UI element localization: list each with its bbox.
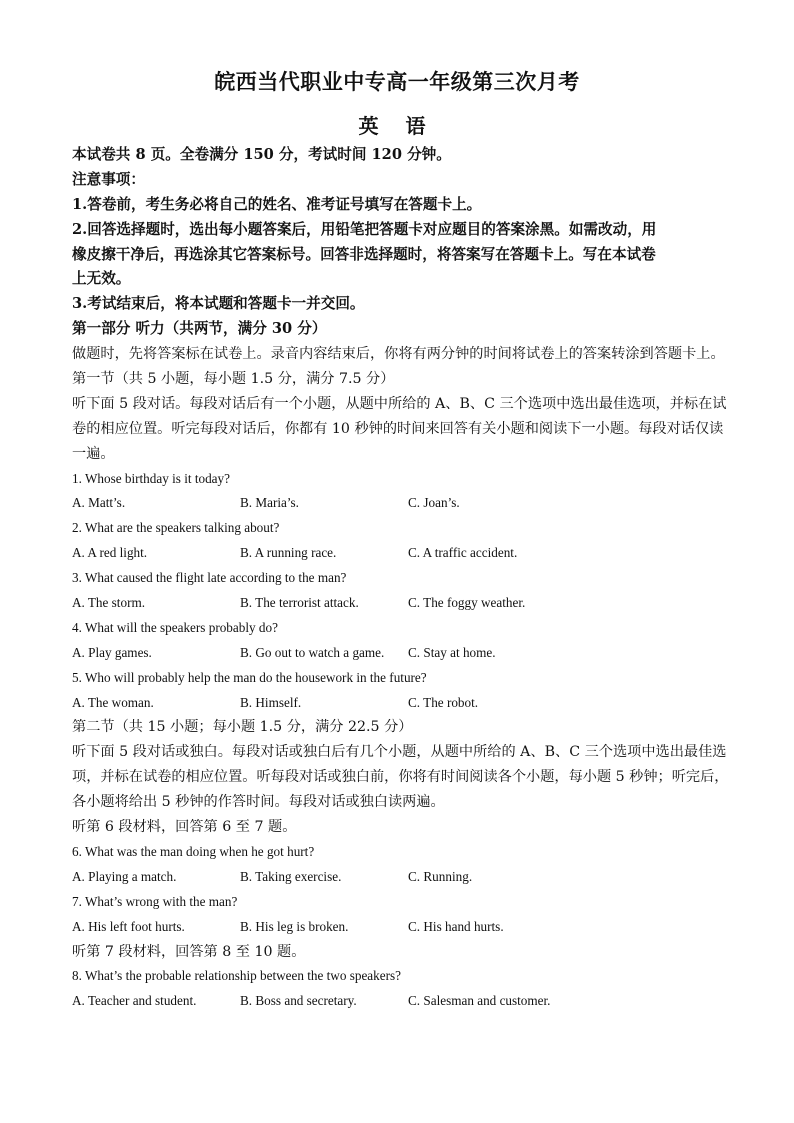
section1-instruction-2: 卷的相应位置。听完每段对话后，你都有 10 秒钟的时间来回答有关小题和阅读下一小题。每段对话仅读 <box>72 420 724 437</box>
subject-title: 英 语 <box>358 114 436 138</box>
option-a: A. A red light. <box>72 545 148 561</box>
section1-title: 第一节（共 5 小题，每小题 1.5 分，满分 7.5 分） <box>72 371 395 388</box>
option-a: A. The storm. <box>72 595 146 611</box>
option-b: B. Himself. <box>240 694 302 710</box>
option-b: B. Go out to watch a game. <box>240 644 385 660</box>
section2-instruction-2: 项，并标在试卷的相应位置。听每段对话或独白前，你将有时间阅读各个小题，每小题 5 秒钟；听完后， <box>72 769 729 786</box>
section1-instruction-1: 听下面 5 段对话。每段对话后有一个小题，从题中所给的 A、B、C 三个选项中选出最佳选项，并标在试 <box>72 395 727 412</box>
options-8 <box>72 989 722 1014</box>
notice-title: 注意事项： <box>72 170 145 188</box>
part1-instruction: 做题时，先将答案标在试卷上。录音内容结束后，你将有两分钟的时间将试卷上的答案转涂到答题卡上。 <box>72 346 725 363</box>
material-7-note: 听第 7 段材料，回答第 8 至 10 题。 <box>72 943 306 960</box>
notice-3: 3.考试结束后，将本试题和答题卡一并交回。 <box>72 295 365 313</box>
option-b: B. His leg is broken. <box>240 918 349 934</box>
option-a: A. His left foot hurts. <box>72 918 185 934</box>
option-c: C. The foggy weather. <box>408 595 526 611</box>
notice-2-line-1: 2.回答选择题时，选出每小题答案后，用铅笔把答题卡对应题目的答案涂黑。如需改动，用 <box>72 220 657 238</box>
notice-1: 1.答卷前，考生务必将自己的姓名、准考证号填写在答题卡上。 <box>72 195 482 213</box>
option-b: B. Boss and secretary. <box>240 993 357 1009</box>
section1-instruction-3: 一遍。 <box>72 445 115 462</box>
section2-instruction-1: 听下面 5 段对话或独白。每段对话或独白后有几个小题，从题中所给的 A、B、C 三个选项中选出最佳选 <box>72 744 727 761</box>
option-b: B. The terrorist attack. <box>240 595 359 611</box>
question-6: 6. What was the man doing when he got hurt? <box>72 843 315 859</box>
option-c: C. Stay at home. <box>408 644 496 660</box>
exam-info: 本试卷共 8 页。全卷满分 150 分，考试时间 120 分钟。 <box>72 146 451 163</box>
exam-title: 皖西当代职业中专高一年级第三次月考 <box>214 69 580 94</box>
section2-instruction-3: 各小题将给出 5 秒钟的作答时间。每段对话或独白读两遍。 <box>72 794 445 811</box>
notice-2-line-3: 上无效。 <box>72 270 131 288</box>
question-3: 3. What caused the flight late according to the man? <box>72 570 347 586</box>
options-5 <box>72 691 722 716</box>
options-3 <box>72 591 722 616</box>
question-1: 1. Whose birthday is it today? <box>72 470 230 486</box>
option-c: C. Running. <box>408 868 473 884</box>
option-c: C. His hand hurts. <box>408 918 504 934</box>
option-c: C. Joan’s. <box>408 495 460 511</box>
option-a: A. Teacher and student. <box>72 993 197 1009</box>
option-a: A. The woman. <box>72 694 154 710</box>
options-6 <box>72 865 722 890</box>
options-7 <box>72 915 722 940</box>
exam-content <box>72 143 729 1014</box>
notice-2-line-2: 橡皮擦干净后，再选涂其它答案标号。回答非选择题时，将答案写在答题卡上。写在本试卷 <box>72 245 656 263</box>
option-b: B. Maria’s. <box>240 495 299 511</box>
question-5: 5. Who will probably help the man do the housework in the future? <box>72 669 427 685</box>
option-c: C. A traffic accident. <box>408 545 518 561</box>
question-8: 8. What’s the probable relationship between the two speakers? <box>72 968 401 984</box>
option-a: A. Play games. <box>72 644 152 660</box>
options-2 <box>72 541 722 566</box>
option-a: A. Playing a match. <box>72 868 177 884</box>
options-1 <box>72 491 722 516</box>
section2-title: 第二节（共 15 小题；每小题 1.5 分，满分 22.5 分） <box>72 719 413 736</box>
material-6-note: 听第 6 段材料，回答第 6 至 7 题。 <box>72 819 297 836</box>
question-2: 2. What are the speakers talking about? <box>72 520 280 536</box>
question-4: 4. What will the speakers probably do? <box>72 619 278 635</box>
question-7: 7. What’s wrong with the man? <box>72 893 238 909</box>
option-b: B. Taking exercise. <box>240 868 342 884</box>
option-c: C. The robot. <box>408 694 479 710</box>
option-c: C. Salesman and customer. <box>408 993 551 1009</box>
option-b: B. A running race. <box>240 545 337 561</box>
options-4 <box>72 641 722 666</box>
option-a: A. Matt’s. <box>72 495 126 511</box>
part1-title: 第一部分 听力（共两节，满分 30 分） <box>72 320 327 338</box>
